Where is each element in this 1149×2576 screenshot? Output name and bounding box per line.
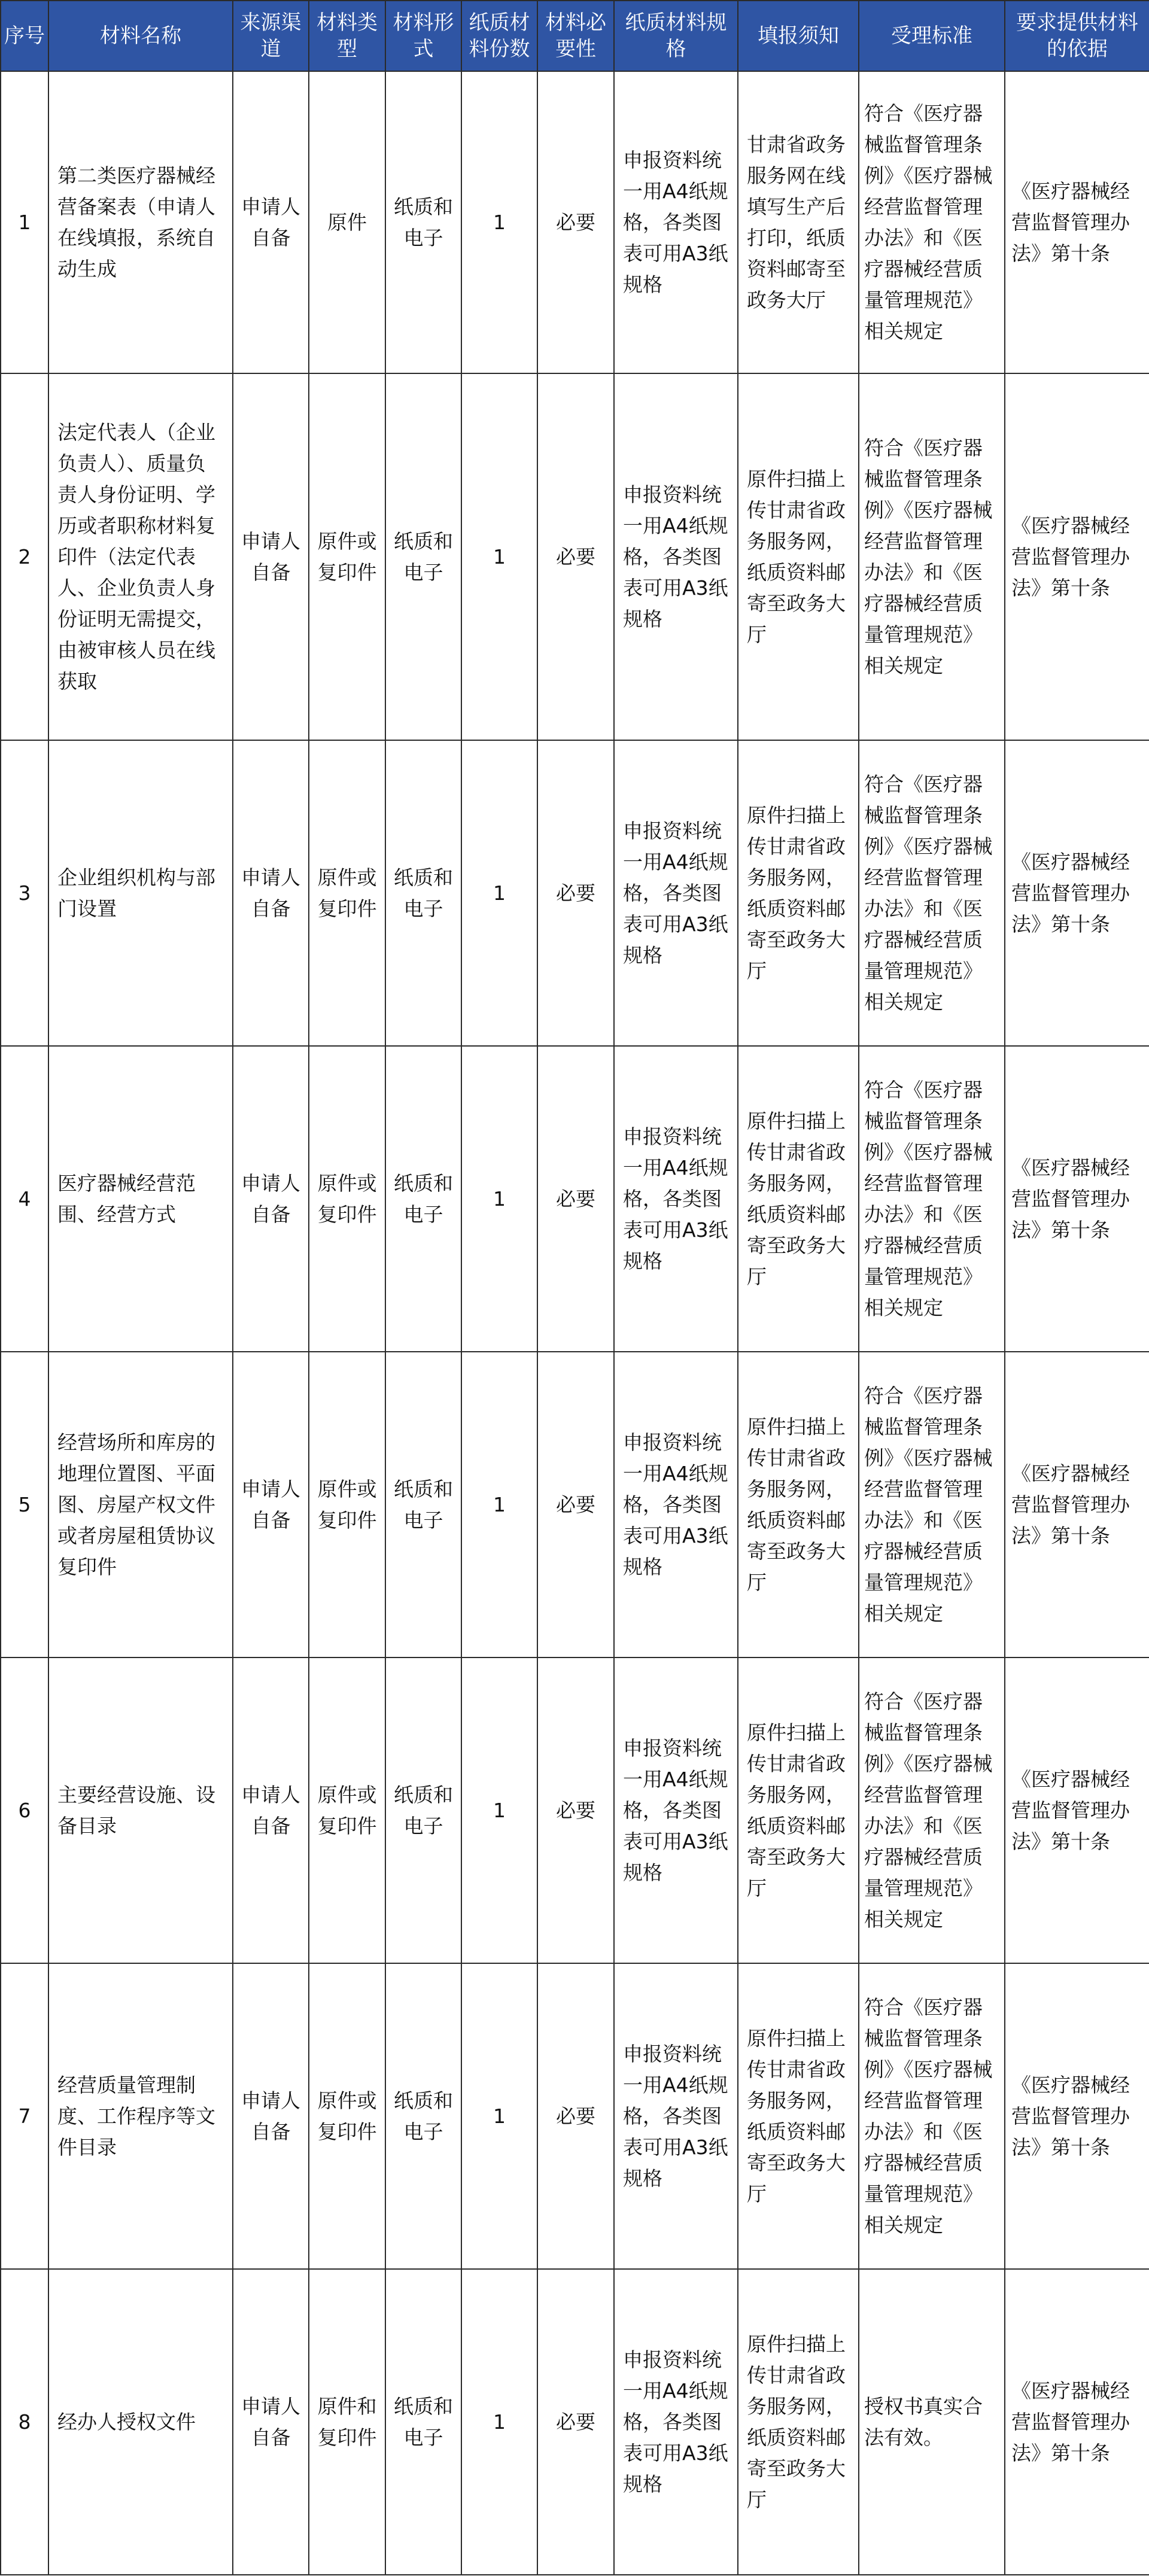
cell-spec: 申报资料统一用A4纸规格，各类图表可用A3纸规格 xyxy=(614,71,738,373)
cell-form: 纸质和电子 xyxy=(385,1046,461,1352)
header-required: 材料必要性 xyxy=(537,1,614,71)
cell-notice: 原件扫描上传甘肃省政务服务网，纸质资料邮寄至政务大厅 xyxy=(738,740,859,1046)
cell-name: 经营质量管理制度、工作程序等文件目录 xyxy=(48,1963,233,2269)
header-notice: 填报须知 xyxy=(738,1,859,71)
cell-required: 必要 xyxy=(537,1352,614,1657)
cell-copies: 1 xyxy=(461,1657,537,1963)
cell-basis: 《医疗器械经营监督管理办法》第十条 xyxy=(1005,2269,1149,2575)
cell-no: 7 xyxy=(1,1963,48,2269)
cell-no: 5 xyxy=(1,1352,48,1657)
cell-no: 2 xyxy=(1,373,48,740)
cell-source: 申请人自备 xyxy=(233,1657,309,1963)
cell-basis: 《医疗器械经营监督管理办法》第十条 xyxy=(1005,373,1149,740)
cell-form: 纸质和电子 xyxy=(385,740,461,1046)
cell-copies: 1 xyxy=(461,1046,537,1352)
cell-basis: 《医疗器械经营监督管理办法》第十条 xyxy=(1005,1352,1149,1657)
cell-type: 原件 xyxy=(309,71,385,373)
cell-form: 纸质和电子 xyxy=(385,1352,461,1657)
cell-standard: 符合《医疗器械监督管理条例》《医疗器械经营监督管理办法》和《医疗器械经营质量管理规范》相关规定 xyxy=(859,1352,1005,1657)
table-row xyxy=(1,71,1149,373)
cell-copies: 1 xyxy=(461,1352,537,1657)
cell-source: 申请人自备 xyxy=(233,1046,309,1352)
header-standard: 受理标准 xyxy=(859,1,1005,71)
table-row xyxy=(1,1352,1149,1657)
cell-required: 必要 xyxy=(537,71,614,373)
cell-copies: 1 xyxy=(461,1963,537,2269)
cell-standard: 符合《医疗器械监督管理条例》《医疗器械经营监督管理办法》和《医疗器械经营质量管理规范》相关规定 xyxy=(859,71,1005,373)
cell-no: 4 xyxy=(1,1046,48,1352)
cell-name: 法定代表人（企业负责人）、质量负责人身份证明、学历或者职称材料复印件（法定代表人、企业负责人身份证明无需提交，由被审核人员在线获取 xyxy=(48,373,233,740)
cell-copies: 1 xyxy=(461,740,537,1046)
cell-spec: 申报资料统一用A4纸规格，各类图表可用A3纸规格 xyxy=(614,1352,738,1657)
cell-copies: 1 xyxy=(461,373,537,740)
cell-standard: 符合《医疗器械监督管理条例》《医疗器械经营监督管理办法》和《医疗器械经营质量管理规范》相关规定 xyxy=(859,1657,1005,1963)
cell-source: 申请人自备 xyxy=(233,1963,309,2269)
cell-spec: 申报资料统一用A4纸规格，各类图表可用A3纸规格 xyxy=(614,2269,738,2575)
cell-spec: 申报资料统一用A4纸规格，各类图表可用A3纸规格 xyxy=(614,740,738,1046)
cell-spec: 申报资料统一用A4纸规格，各类图表可用A3纸规格 xyxy=(614,1963,738,2269)
cell-name: 医疗器械经营范围、经营方式 xyxy=(48,1046,233,1352)
table-row xyxy=(1,1963,1149,2269)
cell-no: 8 xyxy=(1,2269,48,2575)
cell-notice: 原件扫描上传甘肃省政务服务网，纸质资料邮寄至政务大厅 xyxy=(738,1046,859,1352)
table-row xyxy=(1,1046,1149,1352)
cell-name: 经办人授权文件 xyxy=(48,2269,233,2575)
cell-name: 经营场所和库房的地理位置图、平面图、房屋产权文件或者房屋租赁协议复印件 xyxy=(48,1352,233,1657)
cell-notice: 原件扫描上传甘肃省政务服务网，纸质资料邮寄至政务大厅 xyxy=(738,373,859,740)
cell-notice: 原件扫描上传甘肃省政务服务网，纸质资料邮寄至政务大厅 xyxy=(738,1963,859,2269)
header-spec: 纸质材料规格 xyxy=(614,1,738,71)
cell-notice: 原件扫描上传甘肃省政务服务网，纸质资料邮寄至政务大厅 xyxy=(738,1657,859,1963)
cell-basis: 《医疗器械经营监督管理办法》第十条 xyxy=(1005,1963,1149,2269)
cell-source: 申请人自备 xyxy=(233,1352,309,1657)
cell-basis: 《医疗器械经营监督管理办法》第十条 xyxy=(1005,1046,1149,1352)
table-row xyxy=(1,1657,1149,1963)
cell-name: 企业组织机构与部门设置 xyxy=(48,740,233,1046)
cell-required: 必要 xyxy=(537,740,614,1046)
cell-required: 必要 xyxy=(537,1963,614,2269)
header-copies: 纸质材料份数 xyxy=(461,1,537,71)
cell-spec: 申报资料统一用A4纸规格，各类图表可用A3纸规格 xyxy=(614,373,738,740)
header-no: 序号 xyxy=(1,1,48,71)
cell-type: 原件或复印件 xyxy=(309,1657,385,1963)
cell-required: 必要 xyxy=(537,373,614,740)
cell-no: 1 xyxy=(1,71,48,373)
cell-type: 原件或复印件 xyxy=(309,1046,385,1352)
cell-standard: 符合《医疗器械监督管理条例》《医疗器械经营监督管理办法》和《医疗器械经营质量管理规范》相关规定 xyxy=(859,740,1005,1046)
cell-standard: 符合《医疗器械监督管理条例》《医疗器械经营监督管理办法》和《医疗器械经营质量管理规范》相关规定 xyxy=(859,373,1005,740)
cell-copies: 1 xyxy=(461,71,537,373)
header-name: 材料名称 xyxy=(48,1,233,71)
cell-source: 申请人自备 xyxy=(233,2269,309,2575)
cell-form: 纸质和电子 xyxy=(385,1963,461,2269)
cell-type: 原件或复印件 xyxy=(309,373,385,740)
cell-no: 6 xyxy=(1,1657,48,1963)
cell-form: 纸质和电子 xyxy=(385,373,461,740)
cell-standard: 符合《医疗器械监督管理条例》《医疗器械经营监督管理办法》和《医疗器械经营质量管理规范》相关规定 xyxy=(859,1963,1005,2269)
cell-form: 纸质和电子 xyxy=(385,71,461,373)
cell-standard: 授权书真实合法有效。 xyxy=(859,2269,1005,2575)
cell-name: 主要经营设施、设备目录 xyxy=(48,1657,233,1963)
cell-basis: 《医疗器械经营监督管理办法》第十条 xyxy=(1005,740,1149,1046)
cell-basis: 《医疗器械经营监督管理办法》第十条 xyxy=(1005,1657,1149,1963)
cell-source: 申请人自备 xyxy=(233,373,309,740)
cell-standard: 符合《医疗器械监督管理条例》《医疗器械经营监督管理办法》和《医疗器械经营质量管理规范》相关规定 xyxy=(859,1046,1005,1352)
cell-copies: 1 xyxy=(461,2269,537,2575)
header-row xyxy=(1,1,1149,71)
cell-source: 申请人自备 xyxy=(233,740,309,1046)
cell-required: 必要 xyxy=(537,2269,614,2575)
cell-no: 3 xyxy=(1,740,48,1046)
table-row xyxy=(1,373,1149,740)
header-form: 材料形式 xyxy=(385,1,461,71)
header-basis: 要求提供材料的依据 xyxy=(1005,1,1149,71)
cell-required: 必要 xyxy=(537,1046,614,1352)
cell-basis: 《医疗器械经营监督管理办法》第十条 xyxy=(1005,71,1149,373)
cell-notice: 原件扫描上传甘肃省政务服务网，纸质资料邮寄至政务大厅 xyxy=(738,1352,859,1657)
cell-form: 纸质和电子 xyxy=(385,1657,461,1963)
cell-type: 原件或复印件 xyxy=(309,740,385,1046)
cell-name: 第二类医疗器械经营备案表（申请人在线填报，系统自动生成 xyxy=(48,71,233,373)
table-row xyxy=(1,740,1149,1046)
table-row xyxy=(1,2269,1149,2575)
cell-required: 必要 xyxy=(537,1657,614,1963)
cell-spec: 申报资料统一用A4纸规格，各类图表可用A3纸规格 xyxy=(614,1046,738,1352)
cell-spec: 申报资料统一用A4纸规格，各类图表可用A3纸规格 xyxy=(614,1657,738,1963)
cell-form: 纸质和电子 xyxy=(385,2269,461,2575)
cell-notice: 甘肃省政务服务网在线填写生产后打印，纸质资料邮寄至政务大厅 xyxy=(738,71,859,373)
header-source: 来源渠道 xyxy=(233,1,309,71)
cell-type: 原件或复印件 xyxy=(309,1352,385,1657)
cell-type: 原件和复印件 xyxy=(309,2269,385,2575)
cell-notice: 原件扫描上传甘肃省政务服务网，纸质资料邮寄至政务大厅 xyxy=(738,2269,859,2575)
cell-type: 原件或复印件 xyxy=(309,1963,385,2269)
header-type: 材料类型 xyxy=(309,1,385,71)
cell-source: 申请人自备 xyxy=(233,71,309,373)
